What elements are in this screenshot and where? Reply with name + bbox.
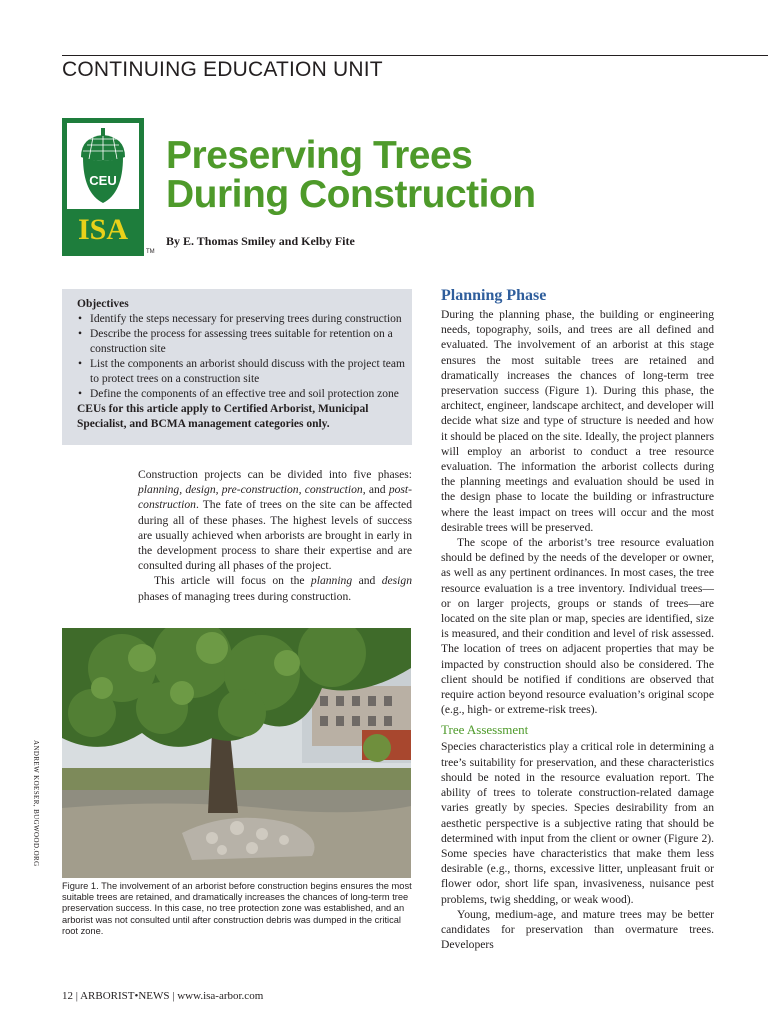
intro-text-span: phases of managing trees during construction. [138, 589, 352, 603]
tree-assessment-heading: Tree Assessment [441, 722, 529, 738]
title-line-2: During Construction [166, 173, 536, 216]
phase-post-construction: post-construction [138, 483, 413, 512]
objective-item: • List the components an arborist should discuss with the project team to protect trees on a construction site [90, 357, 412, 387]
objectives-list [77, 312, 412, 402]
phases-list: planning, design, pre-construction, construction, [138, 483, 369, 497]
logo-isa-panel [67, 211, 139, 251]
figure-1-photo [62, 628, 411, 878]
page-footer: 12 | ARBORIST•NEWS | www.isa-arbor.com [62, 990, 264, 1002]
logo-ceu-text: CEU [89, 173, 117, 188]
planning-paragraph-1: During the planning phase, the building or engineering needs, topography, soils, and trees are all defined and evaluated. The involvement of an arborist at this stage ensures the most suitable trees are retained and dramatically increases the chances of long-term tree preservation success (Figure 1). During this phase, the architect, engineer, landscape architect, and developer will decide what size and type of structure is needed and how it should be placed on the site. Ideally, the project planners will employ an arborist to conduct a tree resource evaluation. The information the arborist collects during the planning meetings and evaluation should be used in the design phase to locate the building or infrastructure where the least impact on trees will occur and the most desirable trees will be preserved. [441, 308, 714, 534]
intro-text-span: and [368, 483, 389, 497]
intro-text [138, 467, 412, 604]
trademark: TM [146, 249, 155, 255]
intro-paragraph-2 [138, 573, 412, 603]
intro-text-span: . The fate of trees on the site can be affected during all of these phases. The highest levels of success are usually achieved when arborists are brought in early in the development process to share their expertise and are consulted during all phases of the project. [138, 498, 412, 573]
planning-paragraph-2: The scope of the arborist’s tree resource evaluation should be defined by the needs of the developer or owner, as well as any pertinent ordinances. In most cases, the tree resource evaluation is a tree inventory. Individual trees—or on larger projects, groups or stands of trees—are located on the site plan or map, species are identified, size is measured, and their condition and level of risk assessed. The location of trees on adjacent properties that may be impacted by construction should also be considered. The client should be notified if conditions are observed that require action beyond resource evaluation’s original scope (e.g., high- or extreme-risk trees). [441, 536, 714, 717]
logo-ceu-panel [67, 123, 139, 209]
intro-text-span: and [352, 574, 382, 588]
objectives-heading: Objectives [77, 298, 129, 310]
objective-item: • Identify the steps necessary for preserving trees during construction [90, 312, 412, 327]
phase-design: design [381, 574, 412, 588]
assessment-paragraph-1: Species characteristics play a critical role in determining a tree’s suitability for preservation, and these characteristics should be noted in the resource evaluation report. The ability of trees to tolerate construction-related damage varies greatly by species. Species desirability from an aesthetic perspective is a subjective rating that should be determined with input from the client or owner (Figure 2). Some species have characteristics that make them less desirable (e.g., thorns, excessive litter, unpleasant fruit or flower odor, short life span, invasiveness, nuisance pest problems, twig shedding, or weak wood). [441, 740, 714, 906]
ceu-note: CEUs for this article apply to Certified Arborist, Municipal Specialist, and BCMA management categories only. [77, 403, 369, 430]
title-line-1: Preserving Trees [166, 134, 473, 177]
objective-item: • Define the components of an effective tree and soil protection zone [90, 387, 412, 402]
intro-paragraph-1 [138, 467, 412, 573]
photo-credit: ANDREW KOESER, BUGWOOD.ORG [32, 740, 40, 867]
objective-item: • Describe the process for assessing trees suitable for retention on a construction site [90, 327, 412, 357]
top-rule [62, 55, 768, 56]
section-label: CONTINUING EDUCATION UNIT [62, 58, 383, 81]
logo-isa-text: ISA [77, 213, 129, 246]
article-title [166, 136, 536, 214]
objectives-box [62, 289, 412, 445]
planning-heading: Planning Phase [441, 287, 547, 304]
byline: By E. Thomas Smiley and Kelby Fite [166, 234, 355, 248]
intro-text-span: This article will focus on the [154, 574, 311, 588]
ceu-isa-logo [62, 118, 144, 256]
figure-caption: Figure 1. The involvement of an arborist before construction begins ensures the most suitable trees are retained, and dramatically increases the chances of long-term tree preservation success. In this case, no tree protection zone was established, and an arborist was not consulted until after construction debris was dumped in the critical root zone. [62, 881, 412, 936]
assessment-paragraph-2: Young, medium-age, and mature trees may be better candidates for preservation than overmature trees. Developers [441, 907, 714, 952]
intro-text-span: Construction projects can be divided into five phases: [138, 468, 412, 481]
phase-planning: planning [310, 574, 353, 588]
tree-photo-illustration [62, 628, 411, 878]
right-column [441, 286, 714, 952]
acorn-icon [67, 123, 139, 209]
